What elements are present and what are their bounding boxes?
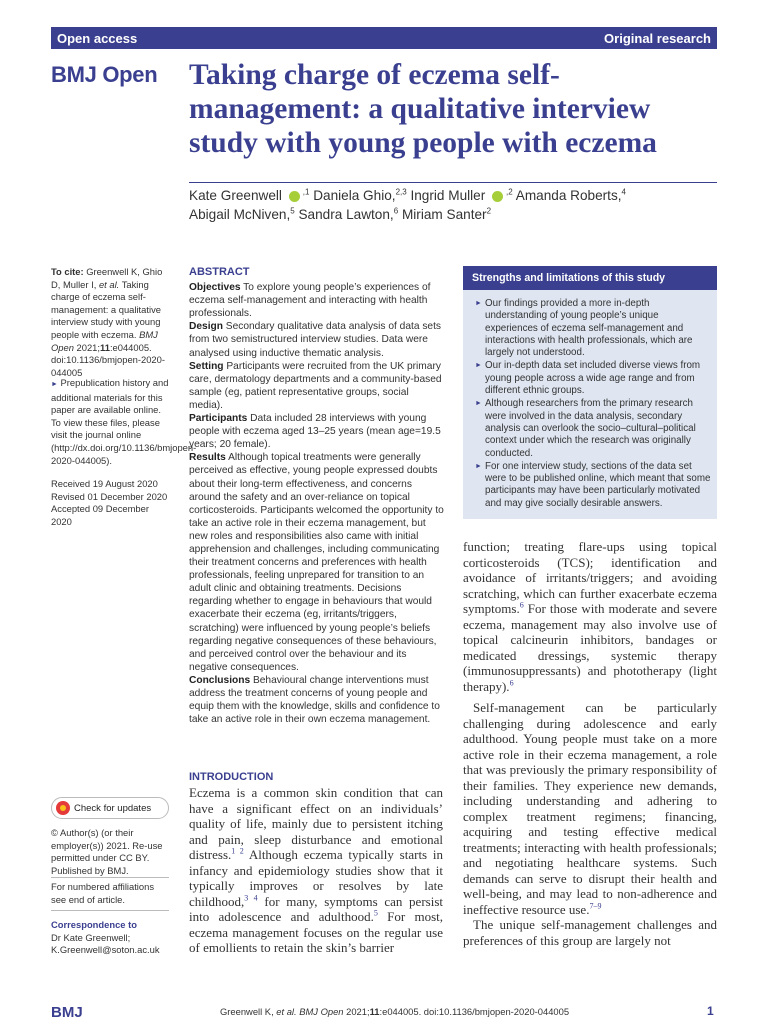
revised-date: Revised 01 December 2020 <box>51 490 168 502</box>
cite-volume: 11 <box>100 341 110 353</box>
cite-label: To cite: <box>51 266 84 277</box>
list-item: ► Our in-depth data set included diverse views from young people across a wide age range and from different ethnic groups. <box>475 360 711 397</box>
abstract-design: Design Secondary qualitative data analysis of data sets from two semistructured interview studies. Data were analysed using inductive thematic analysis. <box>189 321 442 359</box>
abstract-section <box>189 266 444 726</box>
sidebar-divider <box>51 910 169 911</box>
correspondence-email[interactable]: K.Greenwell@soton.ac.uk <box>51 944 160 956</box>
check-updates-label: Check for updates <box>74 802 152 814</box>
affiliations-note: For numbered affiliations see end of article. <box>51 881 155 905</box>
page-number: 1 <box>707 1004 714 1018</box>
author-affiliation: ,1 <box>302 187 310 197</box>
reference-link[interactable]: 5 <box>373 908 378 918</box>
article-type-label: Original research <box>604 30 711 46</box>
author-list <box>189 186 719 224</box>
list-item: ► For one interview study, sections of the data set were to be published online, which meant that some participants may have been particularly motivated and may give socially desirable answers. <box>475 461 711 510</box>
strengths-limitations-box <box>463 266 717 519</box>
author-name[interactable]: Miriam Santer <box>401 207 487 222</box>
title-divider <box>189 182 717 183</box>
cite-text: Greenwell K, Ghio D, Muller I, <box>51 266 163 290</box>
abstract-participants: Participants Data included 28 interviews with young people with eczema aged 13–25 years (mean age=19.5 years; 20 female). <box>189 413 441 451</box>
author-affiliation: 2 <box>486 206 492 216</box>
bmj-logo: BMJ <box>51 1004 83 1021</box>
accepted-date: Accepted 09 December 2020 <box>51 503 149 527</box>
citation-block <box>51 266 169 379</box>
abstract-setting: Setting Participants were recruited from the UK primary care, dermatology departments and a community-based sample (eg, patient representative groups, social media). <box>189 360 442 411</box>
author-affiliation: ,2 <box>506 187 513 197</box>
footer-citation: Greenwell K, et al. BMJ Open 2021;11:e044005. doi:10.1136/bmjopen-2020-044005 <box>220 1006 570 1017</box>
author-name[interactable]: Abigail McNiven, <box>189 207 291 222</box>
correspondence-name: Dr Kate Greenwell; <box>51 931 131 943</box>
author-affiliation: 4 <box>621 187 626 197</box>
body-column-right <box>463 539 717 948</box>
author-affiliation: 2,3 <box>395 187 407 197</box>
open-access-label: Open access <box>57 30 138 46</box>
dates-block <box>51 478 169 528</box>
author-name[interactable]: Ingrid Muller <box>410 188 486 203</box>
triangle-bullet-icon: ► <box>51 381 58 388</box>
reference-link[interactable]: 7–9 <box>589 901 602 911</box>
list-item: ► Our findings provided a more in-depth understanding of young people’s unique experiences of eczema self-management and interactions with health professionals, which are largely not understood. <box>475 298 711 359</box>
author-affiliation: 5 <box>290 206 295 216</box>
copyright-note: © Author(s) (or their employer(s)) 2021. Re-use permitted under CC BY. Published by BMJ. <box>51 827 163 876</box>
prepub-text[interactable]: Prepublication history and additional materials for this paper are available online. To view these files, please visit the journal online (http://dx.doi.org/10.1136/bmjopen-2020-044005). <box>51 377 197 466</box>
cite-text: Taking charge of eczema self-management: a qualitative interview study with young people with eczema. <box>51 278 161 340</box>
correspondence-block <box>51 919 169 957</box>
cite-etal: et al. <box>98 278 120 290</box>
list-item: ► Although researchers from the primary research were involved in the data analysis, secondary analysis can overlook the socio–cultural–political context under which the research was originally conducted. <box>475 398 711 459</box>
box-heading: Strengths and limitations of this study <box>463 266 717 290</box>
cite-text: 2021; <box>73 341 101 353</box>
journal-logo: BMJ Open <box>51 62 158 87</box>
check-for-updates-button[interactable] <box>51 797 169 819</box>
body-paragraph: Self-management can be particularly challenging during adolescence and early adulthood. Young people must take on a more active role in their eczema management, a role that was previously the primary responsibility of their families. They experience new demands, including understanding and adhering to complex treatment regimens; financing, acquiring and testing effective medical treatments; interacting with health professionals; and negotiating healthcare systems. Such demands can serve to disrupt their health and well-being, and may lead to non-adherence and ineffective resource use.$^{7-9}$ <box>463 700 717 917</box>
orcid-icon[interactable] <box>492 191 503 202</box>
reference-link[interactable]: 3 4 <box>244 893 258 903</box>
header-bar <box>51 27 717 49</box>
orcid-icon[interactable] <box>289 191 300 202</box>
abstract-conclusions: Conclusions Behavioural change interventions must address the treatment concerns of young people and equip them with the knowledge, skills and confidence to take an active role in their own eczema management. <box>189 674 440 726</box>
body-paragraph: function; treating flare-ups using topical corticosteroids (TCS); identification and avoidance of irritants/triggers; and avoiding scratching, which can further exacerbate eczema symptoms.$^6$ For those with moderate and severe eczema, management may also involve use of topical calcineurin inhibitors, bandages or medicated dressings, systemic therapy (immunosuppressants) and phototherapy (light therapy).$^6$ <box>463 539 717 694</box>
abstract-results: Results Although topical treatments were generally perceived as effective, young people expressed doubts about their long-term effectiveness, and concerns around the safety and an over-reliance on topical corticosteroids. Participants welcomed the opportunity to take an active role in their eczema management, but new roles and responsibilities also came with initial apprehension and challenges, including communicating their treatment concerns and preferences with health professionals, feeling unprepared for transition to an adult clinic and obtaining treatments. Decisions regarding whether to engage in behaviours that would exacerbate their eczema (eg, irritants/triggers, scratching) were influenced by young people’s beliefs regarding negative consequences of these behaviours, and perceived control over the behaviour and its negative consequences. <box>189 452 444 673</box>
received-date: Received 19 August 2020 <box>51 478 158 489</box>
author-name[interactable]: Amanda Roberts, <box>515 188 622 203</box>
introduction-heading: INTRODUCTION <box>189 771 274 783</box>
author-affiliation: 6 <box>393 206 399 216</box>
correspondence-label: Correspondence to <box>51 919 137 930</box>
cite-doi[interactable]: :e044005. doi:10.1136/bmjopen-2020-044005 <box>51 341 165 378</box>
reference-link[interactable]: 1 2 <box>231 846 244 856</box>
author-name[interactable]: Daniela Ghio, <box>313 188 396 203</box>
prepub-note <box>51 377 197 467</box>
reference-link[interactable]: 6 <box>519 600 524 610</box>
abstract-objectives: Objectives To explore young people’s experiences of eczema self-management and interacting with health professionals. <box>189 282 431 320</box>
reference-link[interactable]: 6 <box>509 678 514 688</box>
article-title: Taking charge of eczema self-management: a qualitative interview study with young people with eczema <box>189 59 657 159</box>
introduction-paragraph: Eczema is a common skin condition that can have a significant effect on an individuals’ quality of life, mainly due to persistent itching and pain, sleep disturbance and emotional distress.$^{1 2}$ Although eczema typically starts in infancy and epidemiology studies show that it typically improves or resolves by late childhood,$^{3 4}$ for many, symptoms can persist into adolescence and adulthood.$^5$ For most, eczema management focuses on the regular use of emollients to retain the skin’s barrier <box>189 785 444 955</box>
sidebar-divider <box>51 877 169 878</box>
author-name[interactable]: Sandra Lawton, <box>298 207 394 222</box>
box-list <box>463 290 717 510</box>
abstract-heading: ABSTRACT <box>189 266 250 278</box>
body-paragraph: The unique self-management challenges and preferences of this group are largely not <box>463 917 717 948</box>
cite-journal: BMJ Open <box>51 328 158 353</box>
author-name[interactable]: Kate Greenwell <box>189 188 282 203</box>
crossmark-icon <box>56 801 70 815</box>
